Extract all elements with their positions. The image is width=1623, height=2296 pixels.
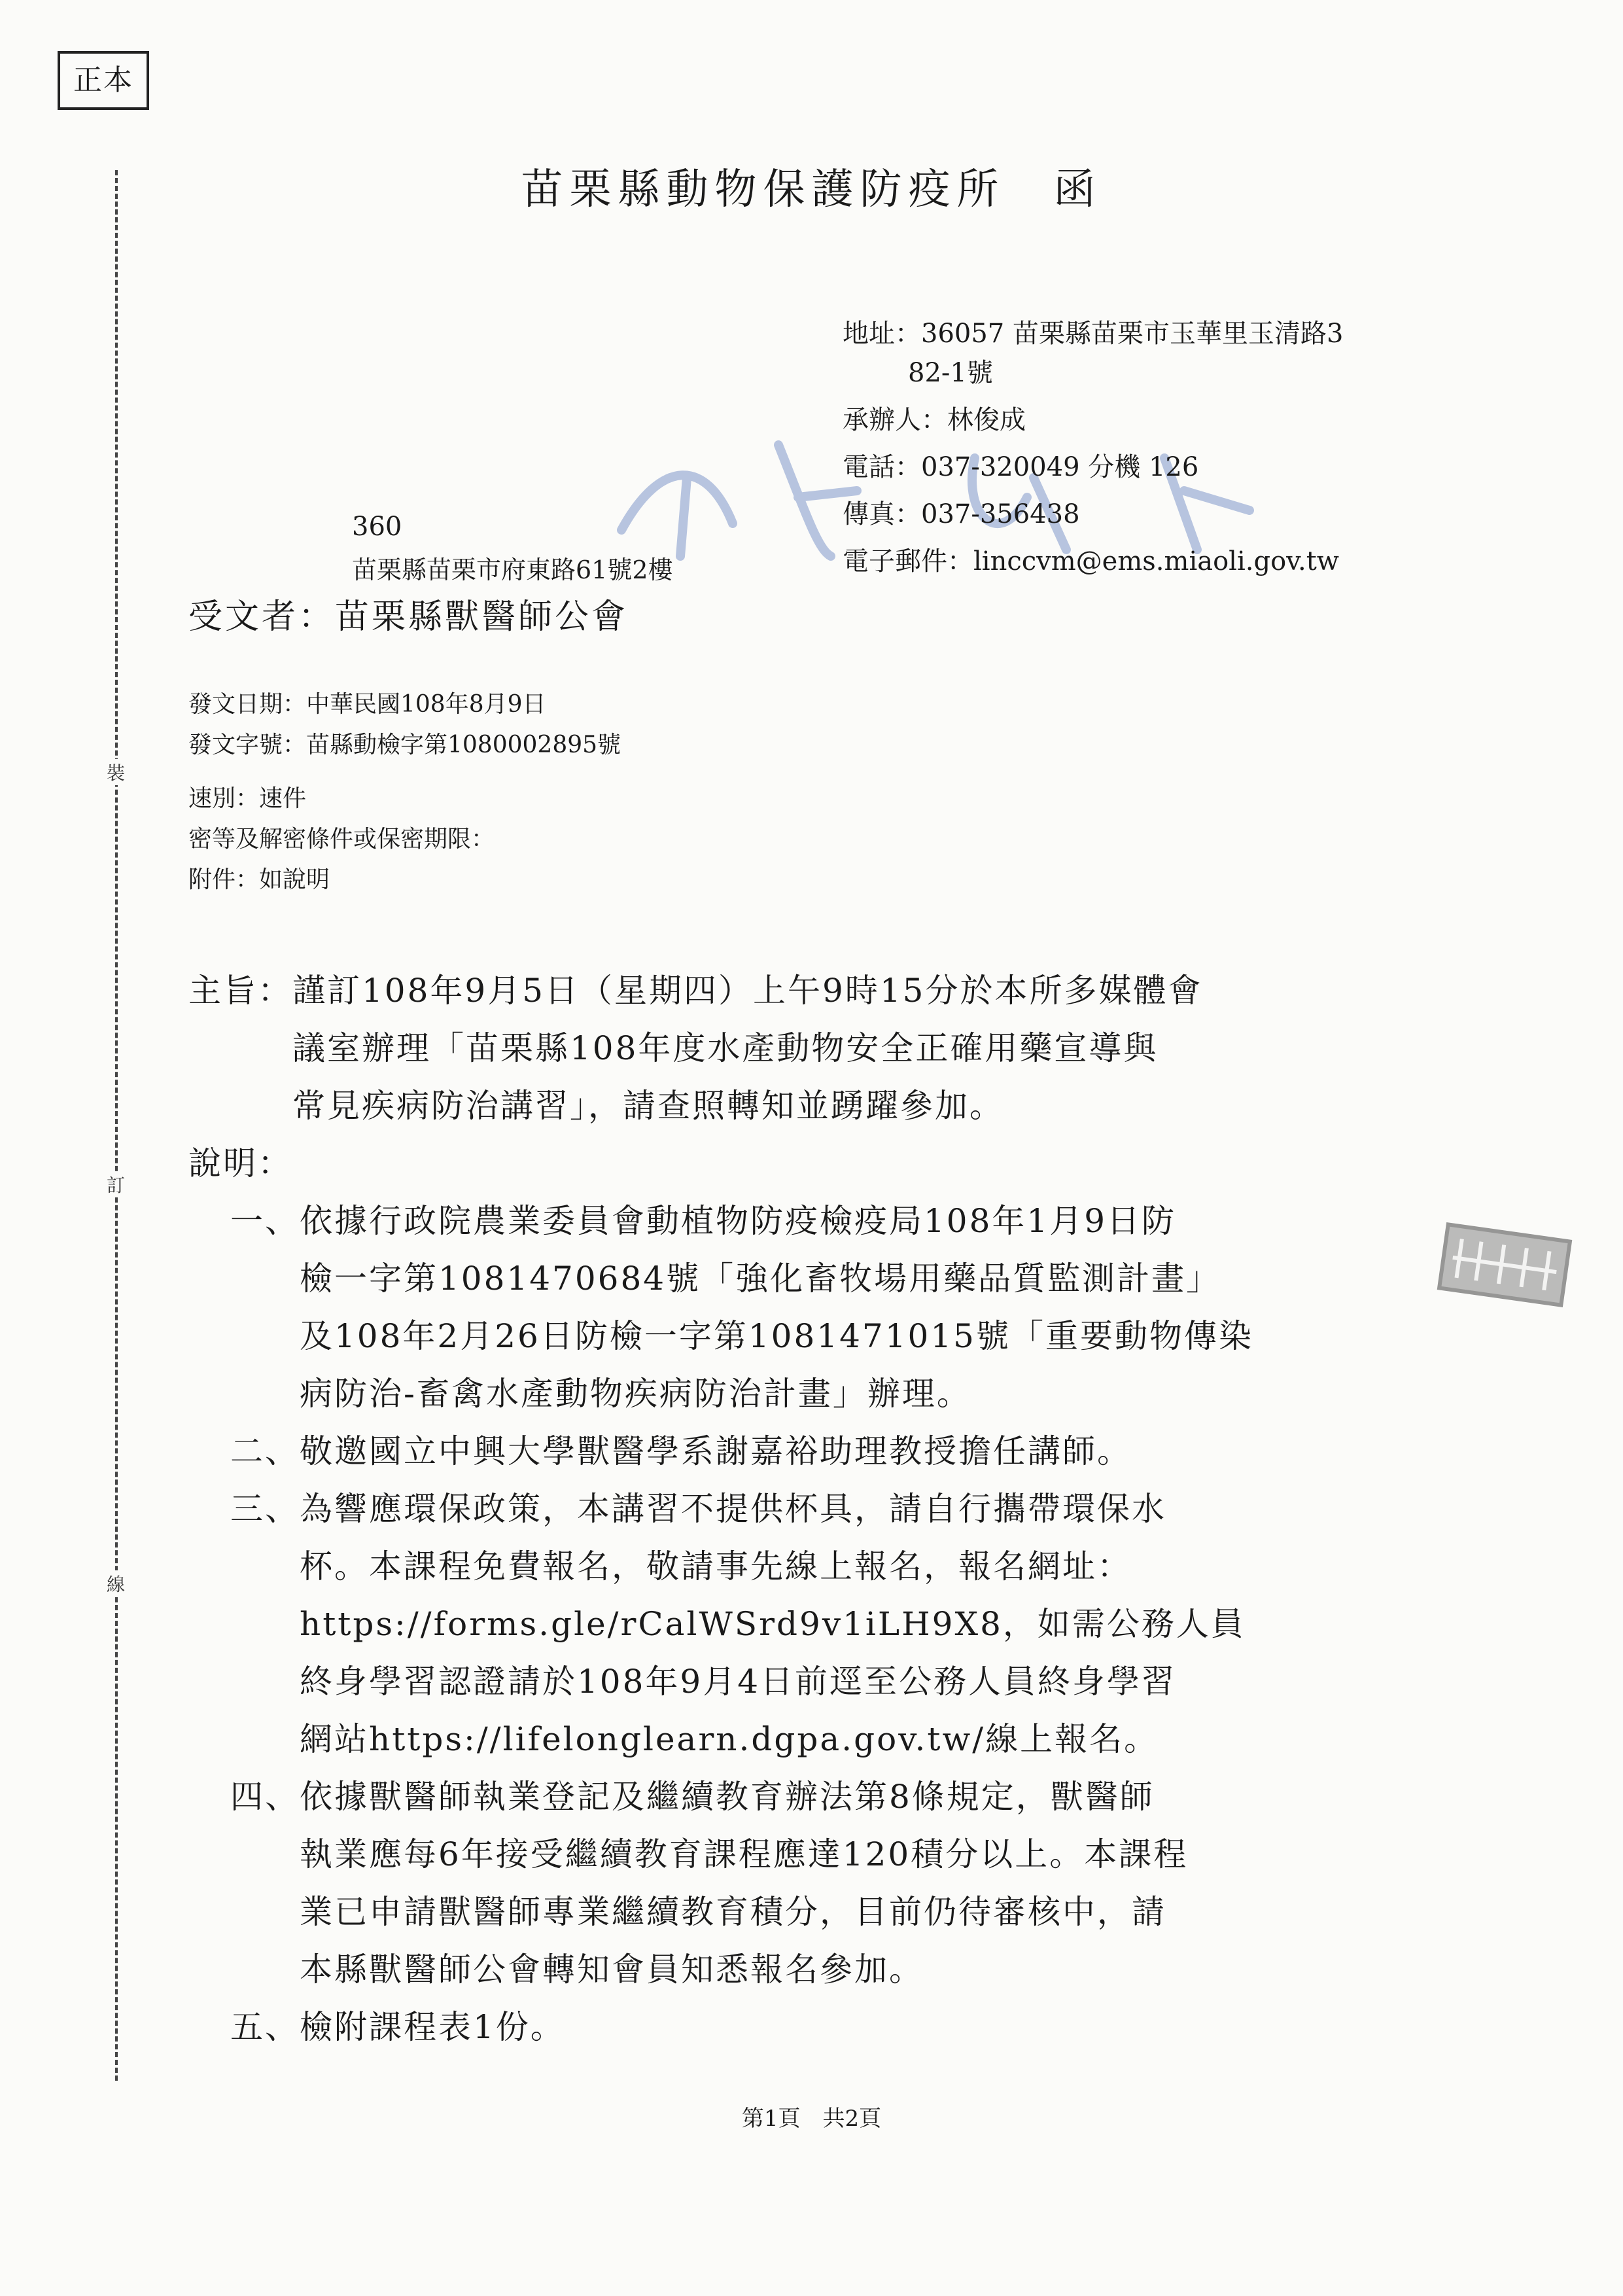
item-line: 敬邀國立中興大學獸醫學系謝嘉裕助理教授擔任講師。 [300, 1432, 1132, 1470]
subject-line: 議室辦理「苗栗縣108年度水產動物安全正確用藥宣導與 [292, 1029, 1159, 1067]
binding-mark-zhuang: 裝 [105, 759, 127, 785]
item-line: 病防治-畜禽水產動物疾病防治計畫」辦理。 [300, 1375, 971, 1413]
item-text [300, 1998, 565, 2056]
item-line: 檢一字第1081470684號「強化畜牧場用藥品質監測計畫」 [300, 1260, 1221, 1298]
binding-mark-ding: 訂 [105, 1171, 127, 1197]
issue-date: 發文日期：中華民國108年8月9日 [188, 691, 546, 718]
item-line: 及108年2月26日防檢一字第1081471015號「重要動物傳染 [300, 1317, 1253, 1355]
item-line: https://forms.gle/rCalWSrd9v1iLH9X8，如需公務人員 [300, 1605, 1246, 1643]
binding-mark-xian: 線 [105, 1570, 127, 1597]
sender-address-line-1: 地址：36057 苗栗縣苗栗市玉華里玉清路3 [843, 319, 1344, 349]
recipient-address: 苗栗縣苗栗市府東路61號2樓 [352, 556, 673, 584]
list-item [188, 1768, 1372, 1998]
item-number: 四、 [230, 1778, 300, 1816]
list-item [188, 1192, 1372, 1422]
item-text [300, 1768, 1188, 1998]
subject-section [188, 962, 1372, 1135]
sender-contact: 承辦人：林俊成 [843, 405, 1026, 435]
item-line: 本縣獸醫師公會轉知會員知悉報名參加。 [300, 1951, 924, 1988]
item-number: 五、 [230, 2008, 300, 2046]
document-meta [188, 684, 621, 900]
item-text [300, 1480, 1246, 1768]
page-number-footer: 第1頁 共2頁 [741, 2106, 882, 2132]
document-title: 苗栗縣動物保護防疫所 函 [521, 166, 1102, 214]
item-line: 網站https://lifelonglearn.dgpa.gov.tw/線上報名。 [300, 1720, 1159, 1758]
item-number: 一、 [230, 1202, 300, 1240]
sender-fax: 傳真：037-356438 [843, 499, 1080, 529]
item-text [300, 1192, 1253, 1422]
delivery-speed: 速別：速件 [188, 785, 307, 812]
item-line: 為響應環保政策，本講習不提供杯具，請自行攜帶環保水 [300, 1490, 1166, 1528]
item-line: 業已申請獸醫師專業繼續教育積分，目前仍待審核中，請 [300, 1893, 1166, 1931]
item-line: 檢附課程表1份。 [300, 2008, 565, 2046]
item-line: 依據行政院農業委員會動植物防疫檢疫局108年1月9日防 [300, 1202, 1177, 1240]
item-line: 終身學習認證請於108年9月4日前逕至公務人員終身學習 [300, 1663, 1177, 1701]
explanation-label: 說明： [188, 1144, 292, 1182]
item-text [300, 1422, 1132, 1480]
recipient-name: 受文者：苗栗縣獸醫師公會 [188, 597, 629, 637]
recipient-zip: 360 [352, 512, 402, 542]
list-item [188, 1998, 1372, 2056]
subject-line: 謹訂108年9月5日（星期四）上午9時15分於本所多媒體會 [292, 972, 1203, 1010]
item-line: 依據獸醫師執業登記及繼續教育辦法第8條規定，獸醫師 [300, 1778, 1155, 1816]
meta-spacer [188, 766, 621, 779]
subject-line: 常見疾病防治講習」，請查照轉知並踴躍參加。 [292, 1087, 1004, 1125]
item-line: 杯。本課程免費報名，敬請事先線上報名，報名網址： [300, 1547, 1132, 1585]
sender-phone: 電話：037-320049 分機 126 [843, 452, 1199, 482]
sender-address-line-2: 82-1號 [908, 358, 993, 388]
received-seal-mark [1435, 1220, 1574, 1310]
item-number: 二、 [230, 1432, 300, 1470]
sender-email: 電子郵件：linccvm@ems.miaoli.gov.tw [843, 546, 1340, 576]
subject-text [292, 962, 1203, 1135]
document-body [188, 962, 1372, 2056]
list-item [188, 1422, 1372, 1480]
list-item [188, 1480, 1372, 1768]
document-number: 發文字號：苗縣動檢字第1080002895號 [188, 732, 621, 758]
subject-label: 主旨： [188, 972, 292, 1010]
original-copy-stamp: 正本 [58, 51, 149, 110]
item-number: 三、 [230, 1490, 300, 1528]
attachment-note: 附件：如說明 [188, 866, 330, 893]
binding-dashed-line [115, 170, 118, 2081]
sender-info-block [843, 310, 1497, 585]
secrecy-level: 密等及解密條件或保密期限： [188, 826, 495, 853]
item-line: 執業應每6年接受繼續教育課程應達120積分以上。本課程 [300, 1835, 1189, 1873]
